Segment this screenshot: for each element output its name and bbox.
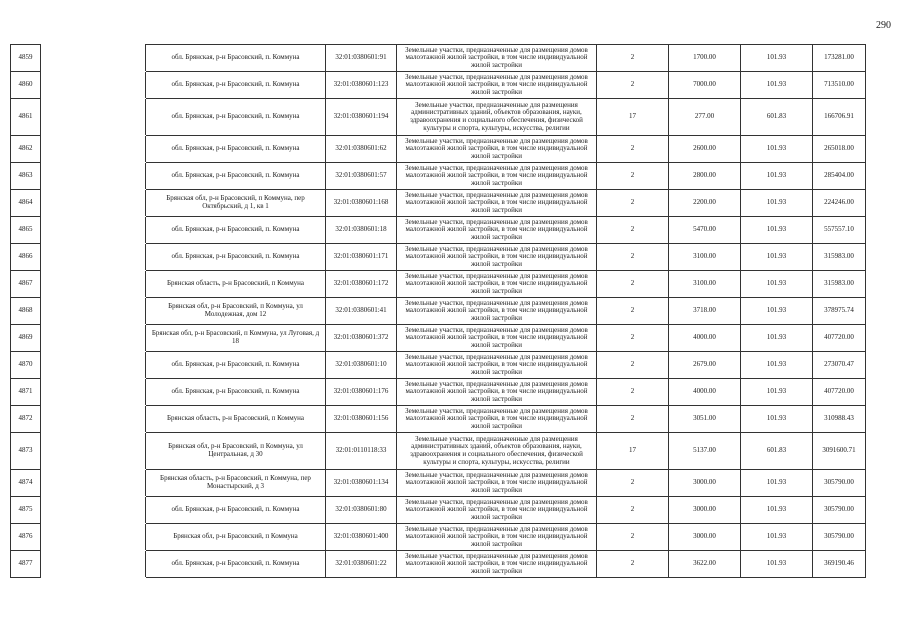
- cadastral-number-cell: 32:01:0380601:194: [326, 99, 397, 136]
- table-body: [11, 45, 866, 578]
- row-number-cell: 4871: [11, 379, 41, 406]
- table-row: [11, 190, 866, 217]
- rate-cell: 101.93: [741, 271, 813, 298]
- cadastral-number-cell: 32:01:0380601:123: [326, 72, 397, 99]
- area-cell: 2200.00: [669, 190, 741, 217]
- area-cell: 3100.00: [669, 271, 741, 298]
- land-purpose-cell: Земельные участки, предназначенные для размещения домов малоэтажной жилой застройки, в том числе индивидуальной жилой застройки: [397, 406, 597, 433]
- cadastral-number-cell: 32:01:0380601:80: [326, 497, 397, 524]
- blank-cell: [41, 551, 146, 578]
- table-row: [11, 497, 866, 524]
- rate-cell: 101.93: [741, 190, 813, 217]
- cadastral-number-cell: 32:01:0380601:156: [326, 406, 397, 433]
- category-cell: 17: [597, 433, 669, 470]
- blank-cell: [41, 298, 146, 325]
- cadastral-value-cell: 305790.00: [813, 524, 866, 551]
- address-cell: обл. Брянская, р-н Брасовский, п. Коммуна: [146, 72, 326, 99]
- address-cell: Брянская обл, р-н Брасовский, п Коммуна, ул Молодежная, дом 12: [146, 298, 326, 325]
- rate-cell: 101.93: [741, 379, 813, 406]
- land-purpose-cell: Земельные участки, предназначенные для размещения административных зданий, объектов образования, науки, здравоохранения и социального обеспечения, физической культуры и спорта, культуры, искусства, религии: [397, 99, 597, 136]
- address-cell: обл. Брянская, р-н Брасовский, п. Коммуна: [146, 352, 326, 379]
- area-cell: 4000.00: [669, 379, 741, 406]
- category-cell: 2: [597, 45, 669, 72]
- cadastral-number-cell: 32:01:0380601:41: [326, 298, 397, 325]
- cadastral-value-cell: 407720.00: [813, 379, 866, 406]
- row-number-cell: 4859: [11, 45, 41, 72]
- category-cell: 2: [597, 379, 669, 406]
- address-cell: обл. Брянская, р-н Брасовский, п. Коммуна: [146, 497, 326, 524]
- cadastral-number-cell: 32:01:0380601:18: [326, 217, 397, 244]
- cadastral-value-cell: 305790.00: [813, 497, 866, 524]
- land-purpose-cell: Земельные участки, предназначенные для размещения домов малоэтажной жилой застройки, в том числе индивидуальной жилой застройки: [397, 379, 597, 406]
- cadastral-value-cell: 407720.00: [813, 325, 866, 352]
- category-cell: 2: [597, 136, 669, 163]
- land-purpose-cell: Земельные участки, предназначенные для размещения домов малоэтажной жилой застройки, в том числе индивидуальной жилой застройки: [397, 352, 597, 379]
- land-purpose-cell: Земельные участки, предназначенные для размещения административных зданий, объектов образования, науки, здравоохранения и социального обеспечения, физической культуры и спорта, культуры, искусства, религии: [397, 433, 597, 470]
- address-cell: обл. Брянская, р-н Брасовский, п. Коммуна: [146, 244, 326, 271]
- blank-cell: [41, 136, 146, 163]
- table-row: [11, 433, 866, 470]
- category-cell: 2: [597, 244, 669, 271]
- row-number-cell: 4877: [11, 551, 41, 578]
- cadastral-value-cell: 173281.00: [813, 45, 866, 72]
- row-number-cell: 4864: [11, 190, 41, 217]
- table-row: [11, 99, 866, 136]
- land-purpose-cell: Земельные участки, предназначенные для размещения домов малоэтажной жилой застройки, в том числе индивидуальной жилой застройки: [397, 325, 597, 352]
- area-cell: 7000.00: [669, 72, 741, 99]
- land-purpose-cell: Земельные участки, предназначенные для размещения домов малоэтажной жилой застройки, в том числе индивидуальной жилой застройки: [397, 470, 597, 497]
- blank-cell: [41, 325, 146, 352]
- rate-cell: 101.93: [741, 244, 813, 271]
- category-cell: 17: [597, 99, 669, 136]
- area-cell: 3100.00: [669, 244, 741, 271]
- row-number-cell: 4870: [11, 352, 41, 379]
- area-cell: 2600.00: [669, 136, 741, 163]
- table-row: [11, 244, 866, 271]
- area-cell: 3051.00: [669, 406, 741, 433]
- row-number-cell: 4869: [11, 325, 41, 352]
- row-number-cell: 4862: [11, 136, 41, 163]
- category-cell: 2: [597, 325, 669, 352]
- land-purpose-cell: Земельные участки, предназначенные для размещения домов малоэтажной жилой застройки, в том числе индивидуальной жилой застройки: [397, 163, 597, 190]
- area-cell: 1700.00: [669, 45, 741, 72]
- table-row: [11, 136, 866, 163]
- table-row: [11, 406, 866, 433]
- blank-cell: [41, 271, 146, 298]
- category-cell: 2: [597, 524, 669, 551]
- land-records-table: [10, 44, 866, 578]
- blank-cell: [41, 352, 146, 379]
- category-cell: 2: [597, 497, 669, 524]
- rate-cell: 101.93: [741, 72, 813, 99]
- address-cell: Брянская область, р-н Брасовский, п Коммуна, пер Монастырский, д 3: [146, 470, 326, 497]
- cadastral-number-cell: 32:01:0380601:57: [326, 163, 397, 190]
- address-cell: Брянская область, р-н Брасовский, п Коммуна: [146, 271, 326, 298]
- land-purpose-cell: Земельные участки, предназначенные для размещения домов малоэтажной жилой застройки, в том числе индивидуальной жилой застройки: [397, 298, 597, 325]
- table-row: [11, 352, 866, 379]
- address-cell: Брянская область, р-н Брасовский, п Коммуна: [146, 406, 326, 433]
- cadastral-value-cell: 713510.00: [813, 72, 866, 99]
- blank-cell: [41, 433, 146, 470]
- land-purpose-cell: Земельные участки, предназначенные для размещения домов малоэтажной жилой застройки, в том числе индивидуальной жилой застройки: [397, 497, 597, 524]
- area-cell: 2679.00: [669, 352, 741, 379]
- rate-cell: 601.83: [741, 99, 813, 136]
- category-cell: 2: [597, 72, 669, 99]
- area-cell: 2800.00: [669, 163, 741, 190]
- row-number-cell: 4873: [11, 433, 41, 470]
- blank-cell: [41, 406, 146, 433]
- row-number-cell: 4866: [11, 244, 41, 271]
- address-cell: обл. Брянская, р-н Брасовский, п. Коммуна: [146, 163, 326, 190]
- blank-cell: [41, 470, 146, 497]
- land-purpose-cell: Земельные участки, предназначенные для размещения домов малоэтажной жилой застройки, в том числе индивидуальной жилой застройки: [397, 524, 597, 551]
- rate-cell: 601.83: [741, 433, 813, 470]
- cadastral-number-cell: 32:01:0380601:172: [326, 271, 397, 298]
- blank-cell: [41, 45, 146, 72]
- table-row: [11, 217, 866, 244]
- table-row: [11, 524, 866, 551]
- row-number-cell: 4874: [11, 470, 41, 497]
- category-cell: 2: [597, 217, 669, 244]
- row-number-cell: 4860: [11, 72, 41, 99]
- blank-cell: [41, 190, 146, 217]
- cadastral-value-cell: 166706.91: [813, 99, 866, 136]
- table-row: [11, 551, 866, 578]
- cadastral-number-cell: 32:01:0380601:10: [326, 352, 397, 379]
- row-number-cell: 4872: [11, 406, 41, 433]
- land-purpose-cell: Земельные участки, предназначенные для размещения домов малоэтажной жилой застройки, в том числе индивидуальной жилой застройки: [397, 45, 597, 72]
- blank-cell: [41, 379, 146, 406]
- land-purpose-cell: Земельные участки, предназначенные для размещения домов малоэтажной жилой застройки, в том числе индивидуальной жилой застройки: [397, 190, 597, 217]
- address-cell: обл. Брянская, р-н Брасовский, п. Коммуна: [146, 136, 326, 163]
- category-cell: 2: [597, 298, 669, 325]
- cadastral-number-cell: 32:01:0380601:176: [326, 379, 397, 406]
- area-cell: 5137.00: [669, 433, 741, 470]
- cadastral-number-cell: 32:01:0380601:134: [326, 470, 397, 497]
- table-row: [11, 298, 866, 325]
- row-number-cell: 4867: [11, 271, 41, 298]
- address-cell: Брянская обл, р-н Брасовский, п Коммуна: [146, 524, 326, 551]
- page-number: 290: [876, 20, 891, 31]
- rate-cell: 101.93: [741, 352, 813, 379]
- row-number-cell: 4875: [11, 497, 41, 524]
- address-cell: обл. Брянская, р-н Брасовский, п. Коммуна: [146, 551, 326, 578]
- address-cell: обл. Брянская, р-н Брасовский, п. Коммуна: [146, 99, 326, 136]
- blank-cell: [41, 99, 146, 136]
- address-cell: обл. Брянская, р-н Брасовский, п. Коммуна: [146, 379, 326, 406]
- cadastral-number-cell: 32:01:0380601:372: [326, 325, 397, 352]
- cadastral-value-cell: 224246.00: [813, 190, 866, 217]
- row-number-cell: 4876: [11, 524, 41, 551]
- area-cell: 3000.00: [669, 470, 741, 497]
- area-cell: 3718.00: [669, 298, 741, 325]
- rate-cell: 101.93: [741, 497, 813, 524]
- land-purpose-cell: Земельные участки, предназначенные для размещения домов малоэтажной жилой застройки, в том числе индивидуальной жилой застройки: [397, 136, 597, 163]
- table-row: [11, 72, 866, 99]
- category-cell: 2: [597, 406, 669, 433]
- row-number-cell: 4861: [11, 99, 41, 136]
- cadastral-number-cell: 32:01:0380601:22: [326, 551, 397, 578]
- rate-cell: 101.93: [741, 406, 813, 433]
- address-cell: обл. Брянская, р-н Брасовский, п. Коммуна: [146, 45, 326, 72]
- cadastral-number-cell: 32:01:0110118:33: [326, 433, 397, 470]
- blank-cell: [41, 524, 146, 551]
- row-number-cell: 4863: [11, 163, 41, 190]
- cadastral-number-cell: 32:01:0380601:62: [326, 136, 397, 163]
- table-row: [11, 470, 866, 497]
- rate-cell: 101.93: [741, 470, 813, 497]
- rate-cell: 101.93: [741, 163, 813, 190]
- table-row: [11, 45, 866, 72]
- blank-cell: [41, 244, 146, 271]
- category-cell: 2: [597, 551, 669, 578]
- cadastral-number-cell: 32:01:0380601:171: [326, 244, 397, 271]
- row-number-cell: 4868: [11, 298, 41, 325]
- category-cell: 2: [597, 163, 669, 190]
- category-cell: 2: [597, 271, 669, 298]
- table-row: [11, 379, 866, 406]
- cadastral-value-cell: 378975.74: [813, 298, 866, 325]
- cadastral-value-cell: 310988.43: [813, 406, 866, 433]
- cadastral-value-cell: 305790.00: [813, 470, 866, 497]
- cadastral-number-cell: 32:01:0380601:168: [326, 190, 397, 217]
- cadastral-value-cell: 273070.47: [813, 352, 866, 379]
- table-row: [11, 325, 866, 352]
- rate-cell: 101.93: [741, 524, 813, 551]
- category-cell: 2: [597, 352, 669, 379]
- land-purpose-cell: Земельные участки, предназначенные для размещения домов малоэтажной жилой застройки, в том числе индивидуальной жилой застройки: [397, 244, 597, 271]
- area-cell: 277.00: [669, 99, 741, 136]
- rate-cell: 101.93: [741, 298, 813, 325]
- category-cell: 2: [597, 190, 669, 217]
- area-cell: 3000.00: [669, 497, 741, 524]
- table-row: [11, 271, 866, 298]
- address-cell: Брянская обл, р-н Брасовский, п Коммуна, пер Октябрьский, д 1, кв 1: [146, 190, 326, 217]
- rate-cell: 101.93: [741, 217, 813, 244]
- blank-cell: [41, 217, 146, 244]
- rate-cell: 101.93: [741, 325, 813, 352]
- blank-cell: [41, 163, 146, 190]
- area-cell: 3622.00: [669, 551, 741, 578]
- address-cell: Брянская обл, р-н Брасовский, п Коммуна, ул Центральная, д 30: [146, 433, 326, 470]
- cadastral-number-cell: 32:01:0380601:91: [326, 45, 397, 72]
- cadastral-value-cell: 369190.46: [813, 551, 866, 578]
- area-cell: 5470.00: [669, 217, 741, 244]
- cadastral-value-cell: 315983.00: [813, 244, 866, 271]
- area-cell: 4000.00: [669, 325, 741, 352]
- rate-cell: 101.93: [741, 136, 813, 163]
- area-cell: 3000.00: [669, 524, 741, 551]
- cadastral-value-cell: 3091600.71: [813, 433, 866, 470]
- blank-cell: [41, 497, 146, 524]
- cadastral-value-cell: 285404.00: [813, 163, 866, 190]
- address-cell: Брянская обл, р-н Брасовский, п Коммуна, ул Луговая, д 18: [146, 325, 326, 352]
- cadastral-number-cell: 32:01:0380601:400: [326, 524, 397, 551]
- land-purpose-cell: Земельные участки, предназначенные для размещения домов малоэтажной жилой застройки, в том числе индивидуальной жилой застройки: [397, 72, 597, 99]
- land-purpose-cell: Земельные участки, предназначенные для размещения домов малоэтажной жилой застройки, в том числе индивидуальной жилой застройки: [397, 551, 597, 578]
- row-number-cell: 4865: [11, 217, 41, 244]
- address-cell: обл. Брянская, р-н Брасовский, п. Коммуна: [146, 217, 326, 244]
- blank-cell: [41, 72, 146, 99]
- land-purpose-cell: Земельные участки, предназначенные для размещения домов малоэтажной жилой застройки, в том числе индивидуальной жилой застройки: [397, 217, 597, 244]
- cadastral-value-cell: 557557.10: [813, 217, 866, 244]
- cadastral-value-cell: 265018.00: [813, 136, 866, 163]
- rate-cell: 101.93: [741, 551, 813, 578]
- table-row: [11, 163, 866, 190]
- land-purpose-cell: Земельные участки, предназначенные для размещения домов малоэтажной жилой застройки, в том числе индивидуальной жилой застройки: [397, 271, 597, 298]
- category-cell: 2: [597, 470, 669, 497]
- rate-cell: 101.93: [741, 45, 813, 72]
- cadastral-value-cell: 315983.00: [813, 271, 866, 298]
